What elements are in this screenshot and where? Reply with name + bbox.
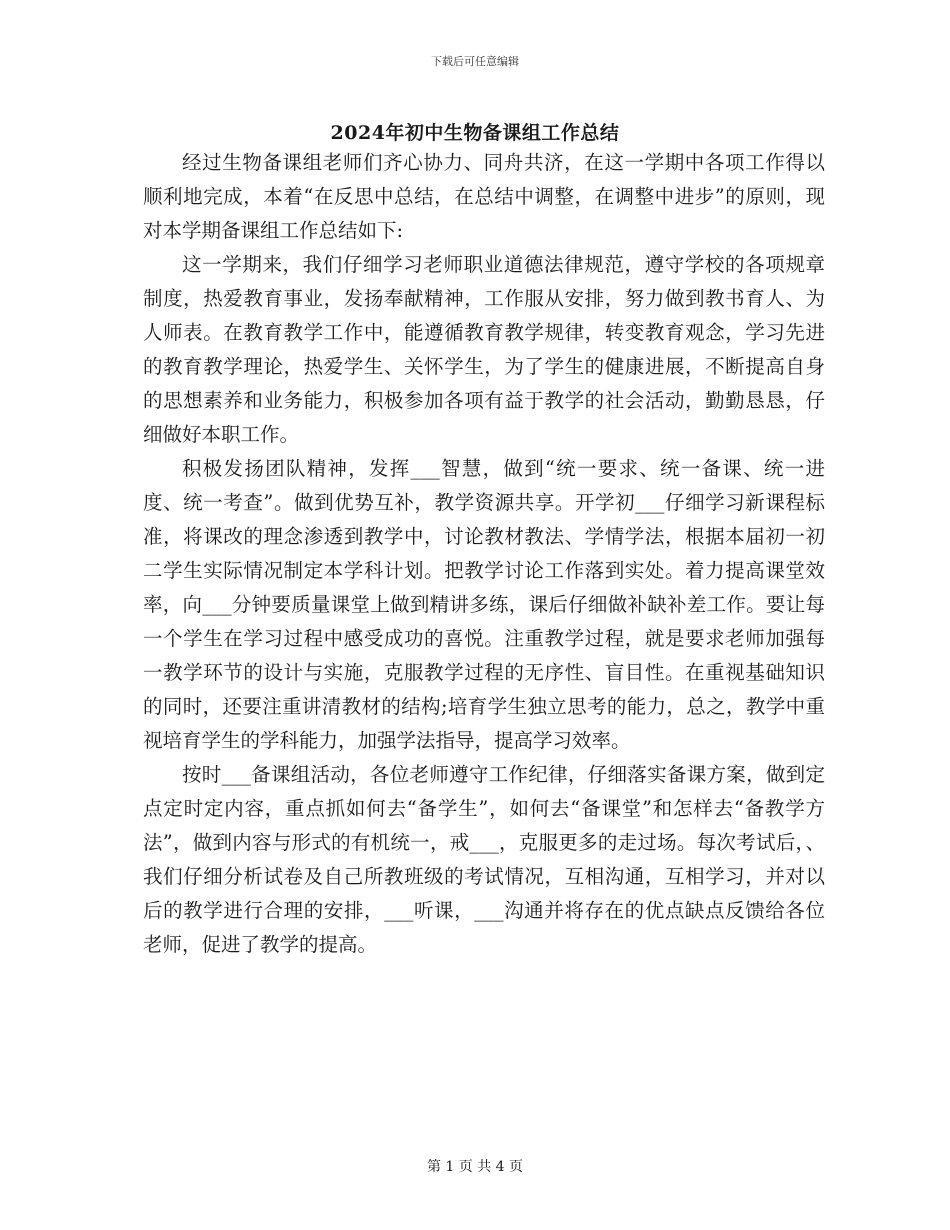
paragraph-intro: 经过生物备课组老师们齐心协力、同舟共济，在这一学期中各项工作得以顺利地完成，本着“在反思中总结，在总结中调整，在调整中进步”的原则，现对本学期备课组工作总结如下: xyxy=(143,151,825,242)
paragraph-ethics: 这一学期来，我们仔细学习老师职业道德法律规范，遵守学校的各项规章制度，热爱教育事业，发扬奉献精神，工作服从安排，努力做到教书育人、为人师表。在教育教学工作中，能遵循教育教学规律，转变教育观念，学习先进的教育教学理论，热爱学生、关怀学生，为了学生的健康进展，不断提高自身的思想素养和业务能力，积极参加各项有益于教学的社会活动，勤勤恳恳，仔细做好本职工作。 xyxy=(143,253,825,446)
page-number: 第 1 页 共 4 页 xyxy=(426,1159,524,1175)
document-body xyxy=(143,146,825,962)
document-title: 2024年初中生物备课组工作总结 xyxy=(330,122,620,144)
paragraph-activities: 按时___备课组活动，各位老师遵守工作纪律，仔细落实备课方案，做到定点定时定内容，重点抓如何去“备学生”，如何去“备课堂”和怎样去“备教学方法”，做到内容与形式的有机统一，戒___，克服更多的走过场。每次考试后，、我们仔细分析试卷及自己所教班级的考试情况，互相沟通，互相学习，并对以后的教学进行合理的安排，___听课，___沟通并将存在的优点缺点反馈给各位老师，促进了教学的提高。 xyxy=(143,763,825,956)
paragraph-teamwork: 积极发扬团队精神，发挥___智慧，做到“统一要求、统一备课、统一进度、统一考查”。做到优势互补，教学资源共享。开学初___仔细学习新课程标准，将课改的理念渗透到教学中，讨论教材教法、学情学法，根据本届初一初二学生实际情况制定本学科计划。把教学讨论工作落到实处。着力提高课堂效率，向___分钟要质量课堂上做到精讲多练，课后仔细做补缺补差工作。要让每一个学生在学习过程中感受成功的喜悦。注重教学过程，就是要求老师加强每一教学环节的设计与实施，克服教学过程的无序性、盲目性。在重视基础知识的同时，还要注重讲清教材的结构;培育学生独立思考的能力，总之，教学中重视培育学生的学科能力，加强学法指导，提高学习效率。 xyxy=(143,457,825,752)
page-header-note: 下载后可任意编辑 xyxy=(431,55,519,68)
